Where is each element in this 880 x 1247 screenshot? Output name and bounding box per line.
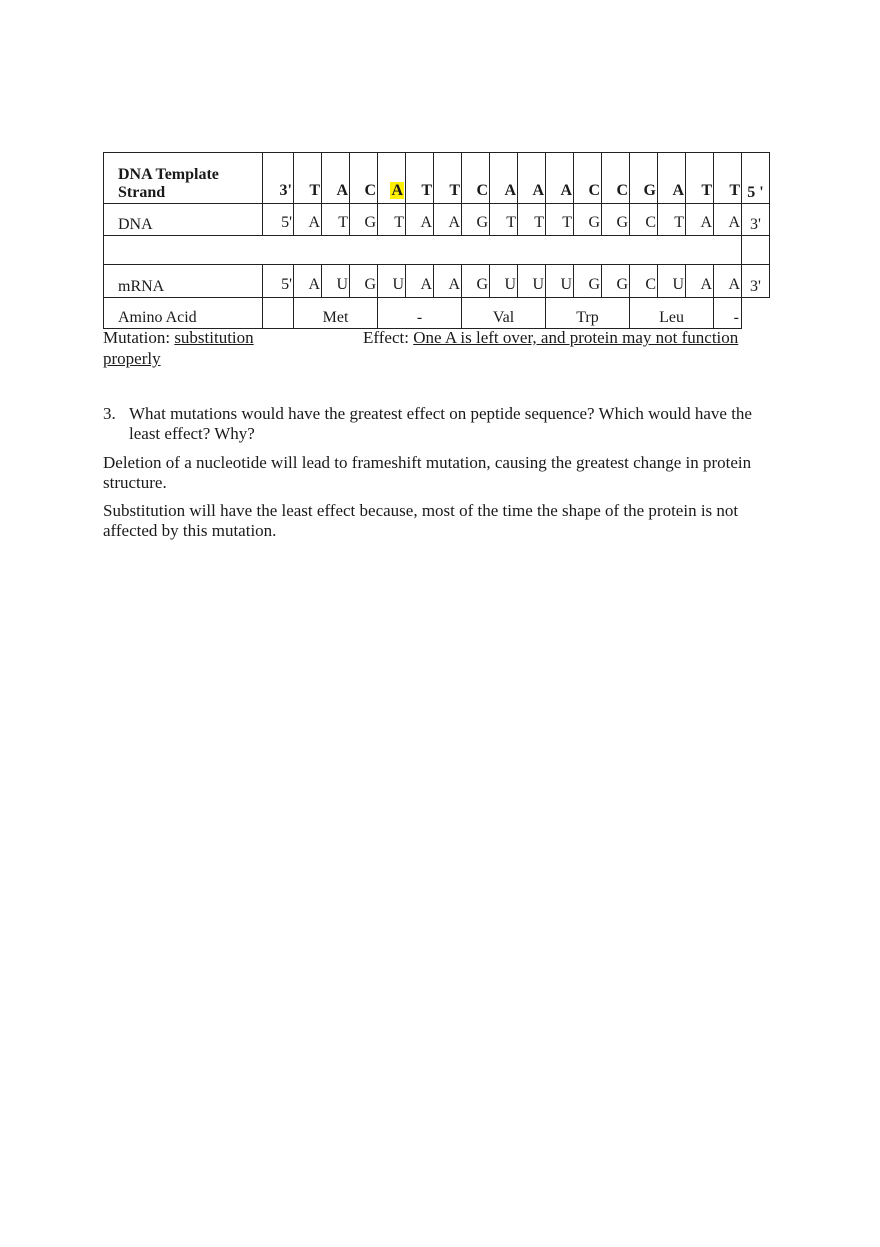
base-cell: A	[294, 204, 322, 236]
amino-acid-cell: -	[714, 298, 742, 329]
base-cell: T	[322, 204, 350, 236]
base-cell: A	[406, 265, 434, 298]
base-cell: T	[294, 153, 322, 204]
effect-line	[363, 327, 738, 348]
amino-acid-cell: -	[378, 298, 462, 329]
base-cell: T	[490, 204, 518, 236]
mutation-highlight: A	[391, 182, 403, 199]
strand-end: 3'	[263, 153, 294, 204]
base-cell: U	[322, 265, 350, 298]
base-cell: T	[658, 204, 686, 236]
base-cell: U	[518, 265, 546, 298]
base-cell-highlighted	[378, 153, 406, 204]
base-cell: A	[434, 265, 462, 298]
base-cell: A	[658, 153, 686, 204]
base-cell: A	[294, 265, 322, 298]
aa-empty-cell	[742, 298, 770, 329]
answer-paragraph-1: Deletion of a nucleotide will lead to frameshift mutation, causing the greatest change in protein structure.	[103, 453, 752, 492]
blank-cell	[742, 236, 770, 265]
base-cell: C	[350, 153, 378, 204]
base-cell: U	[546, 265, 574, 298]
amino-acid-cell: Val	[462, 298, 546, 329]
base-cell: A	[686, 204, 714, 236]
strand-end: 5'	[263, 265, 294, 298]
effect-value: One A is left over, and protein may not function	[413, 328, 739, 347]
base-cell: T	[406, 153, 434, 204]
base-cell: C	[630, 204, 658, 236]
base-cell: G	[574, 204, 602, 236]
base-cell: A	[714, 265, 742, 298]
strand-end: 5'	[263, 204, 294, 236]
base-cell: C	[602, 153, 630, 204]
row-label: mRNA	[104, 265, 263, 298]
effect-value-continued: properly	[103, 349, 161, 368]
base-cell: T	[546, 204, 574, 236]
strand-end: 5 '	[742, 153, 770, 204]
base-cell: A	[686, 265, 714, 298]
amino-acid-cell: Leu	[630, 298, 714, 329]
base-cell: G	[462, 265, 490, 298]
base-cell: A	[434, 204, 462, 236]
row-label: DNA	[104, 204, 263, 236]
blank-cell	[104, 236, 742, 265]
blank-row	[104, 236, 770, 265]
base-cell: A	[518, 153, 546, 204]
base-cell: G	[630, 153, 658, 204]
template-strand-row	[104, 153, 770, 204]
mutation-label: Mutation:	[103, 328, 171, 347]
question-3	[103, 404, 773, 443]
base-cell: U	[490, 265, 518, 298]
amino-acid-row	[104, 298, 770, 329]
mutation-line	[103, 327, 254, 348]
dna-row	[104, 204, 770, 236]
row-label: Amino Acid	[104, 298, 263, 329]
question-text: What mutations would have the greatest effect on peptide sequence? Which would have the least effect? Why?	[129, 404, 752, 443]
row-label: DNA Template Strand	[104, 153, 263, 204]
aa-empty-cell	[263, 298, 294, 329]
base-cell: T	[714, 153, 742, 204]
base-cell: C	[574, 153, 602, 204]
base-cell: T	[686, 153, 714, 204]
answer-paragraph-2: Substitution will have the least effect because, most of the time the shape of the protein is not affected by this mutation.	[103, 501, 739, 540]
mrna-row	[104, 265, 770, 298]
amino-acid-cell: Trp	[546, 298, 630, 329]
amino-acid-cell: Met	[294, 298, 378, 329]
base-cell: T	[434, 153, 462, 204]
question-number: 3.	[103, 404, 116, 423]
base-cell: G	[602, 265, 630, 298]
dna-table	[103, 152, 770, 329]
mutation-value: substitution	[174, 328, 254, 347]
strand-end: 3'	[742, 265, 770, 298]
base-cell: U	[658, 265, 686, 298]
base-cell: C	[462, 153, 490, 204]
base-cell: G	[350, 204, 378, 236]
base-cell: A	[490, 153, 518, 204]
base-cell: A	[322, 153, 350, 204]
base-cell: G	[602, 204, 630, 236]
effect-label: Effect:	[363, 328, 409, 347]
base-cell: G	[350, 265, 378, 298]
base-cell: A	[406, 204, 434, 236]
base-cell: G	[462, 204, 490, 236]
base-cell: U	[378, 265, 406, 298]
base-cell: G	[574, 265, 602, 298]
base-cell: A	[546, 153, 574, 204]
base-cell: C	[630, 265, 658, 298]
strand-end: 3'	[742, 204, 770, 236]
base-cell: T	[378, 204, 406, 236]
base-cell: T	[518, 204, 546, 236]
base-cell: A	[714, 204, 742, 236]
